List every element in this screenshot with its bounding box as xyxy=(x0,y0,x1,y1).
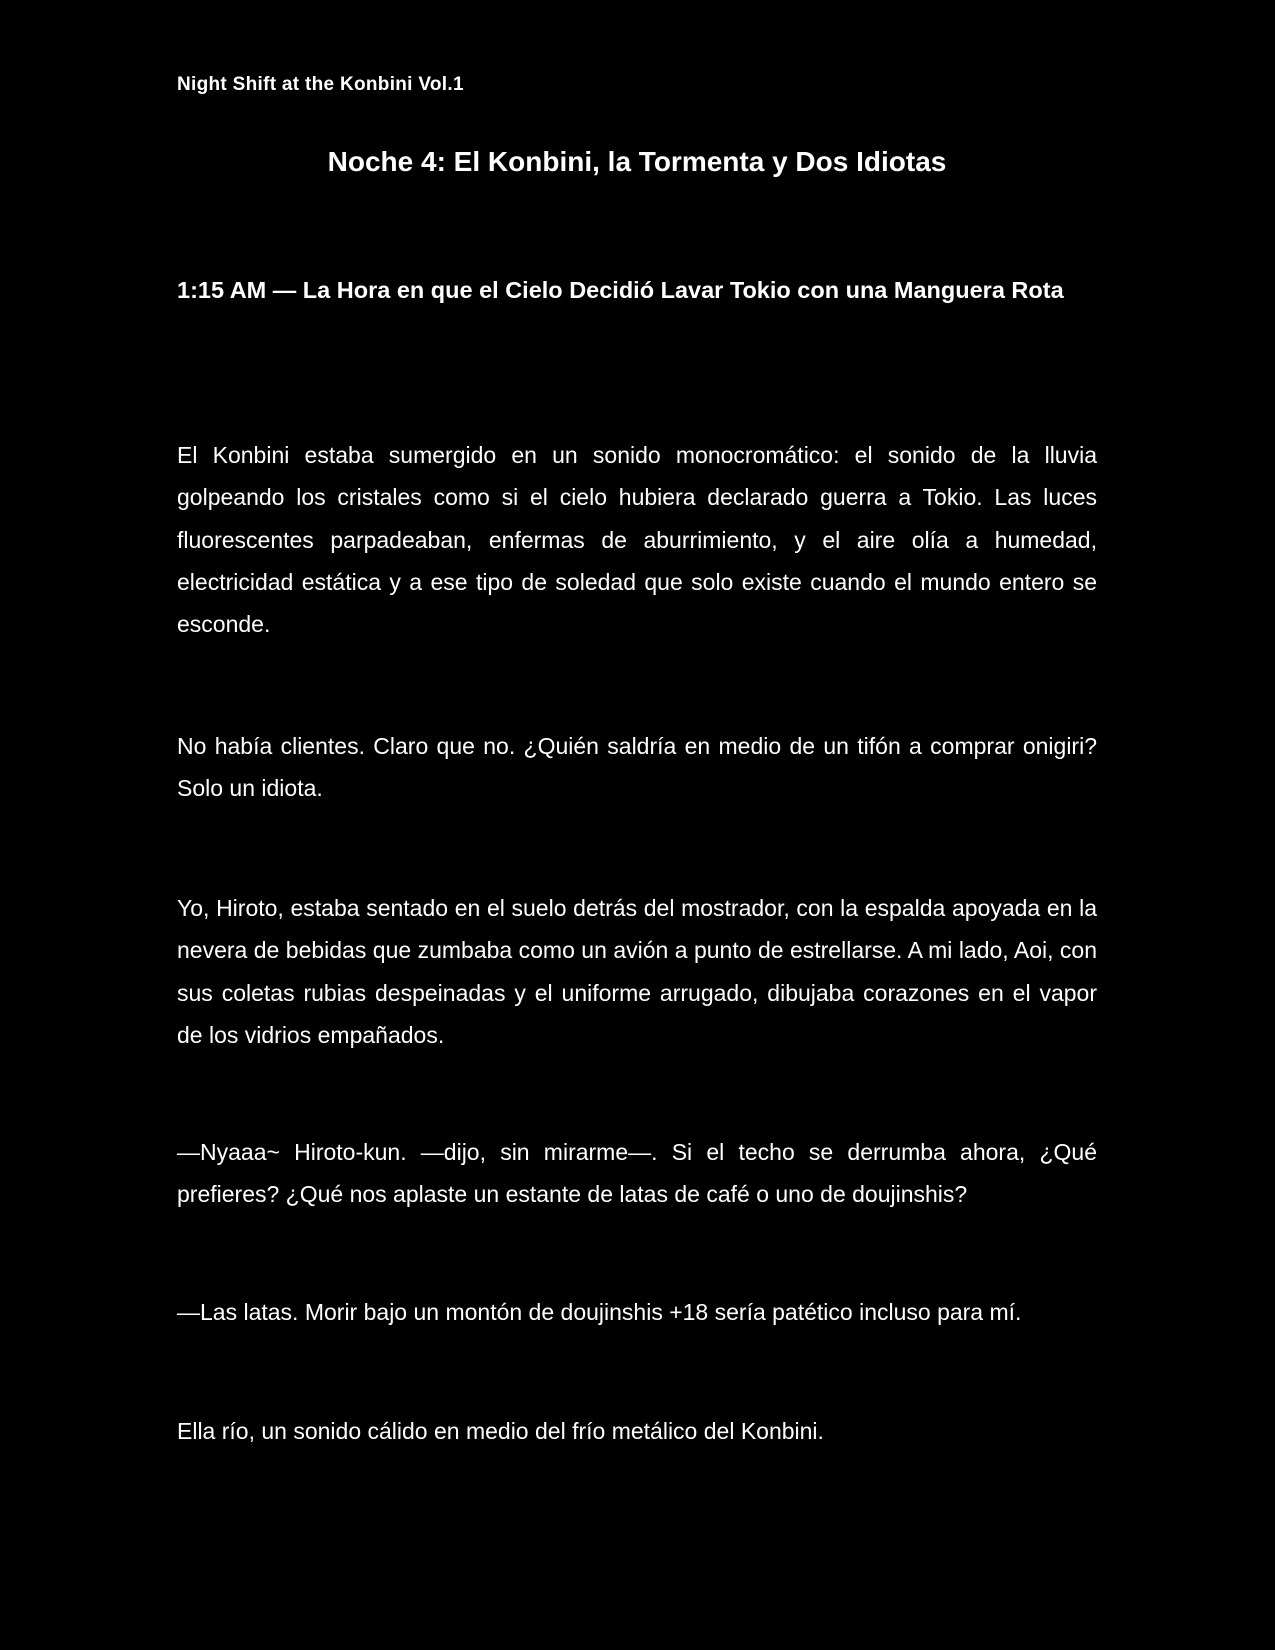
paragraph-2: No había clientes. Claro que no. ¿Quién saldría en medio de un tifón a comprar onigiri? Solo un idiota. xyxy=(177,733,1097,802)
paragraph-5: —Las latas. Morir bajo un montón de doujinshis +18 sería patético incluso para mí. xyxy=(177,1299,1022,1325)
paragraph-3: Yo, Hiroto, estaba sentado en el suelo detrás del mostrador, con la espalda apoyada en la nevera de bebidas que zumbaba como un avión a punto de estrellarse. A mi lado, Aoi, con sus coletas rubias despeinadas y el uniforme arrugado, dibujaba corazones en el vapor de los vidrios empañados. xyxy=(177,895,1097,1048)
paragraph-6: Ella río, un sonido cálido en medio del frío metálico del Konbini. xyxy=(177,1418,824,1444)
running-header: Night Shift at the Konbini Vol.1 xyxy=(177,74,464,95)
chapter-title: Noche 4: El Konbini, la Tormenta y Dos Idiotas xyxy=(327,146,947,177)
paragraph-4: —Nyaaa~ Hiroto-kun. —dijo, sin mirarme—. Si el techo se derrumba ahora, ¿Qué prefieres? ¿Qué nos aplaste un estante de latas de café o uno de doujinshis? xyxy=(177,1139,1097,1208)
section-heading: 1:15 AM — La Hora en que el Cielo Decidió Lavar Tokio con una Manguera Rota xyxy=(177,277,1064,303)
paragraph-1: El Konbini estaba sumergido en un sonido monocromático: el sonido de la lluvia golpeando los cristales como si el cielo hubiera declarado guerra a Tokio. Las luces fluorescentes parpadeaban, enfermas de aburrimiento, y el aire olía a humedad, electricidad estática y a ese tipo de soledad que solo existe cuando el mundo entero se esconde. xyxy=(177,442,1097,638)
